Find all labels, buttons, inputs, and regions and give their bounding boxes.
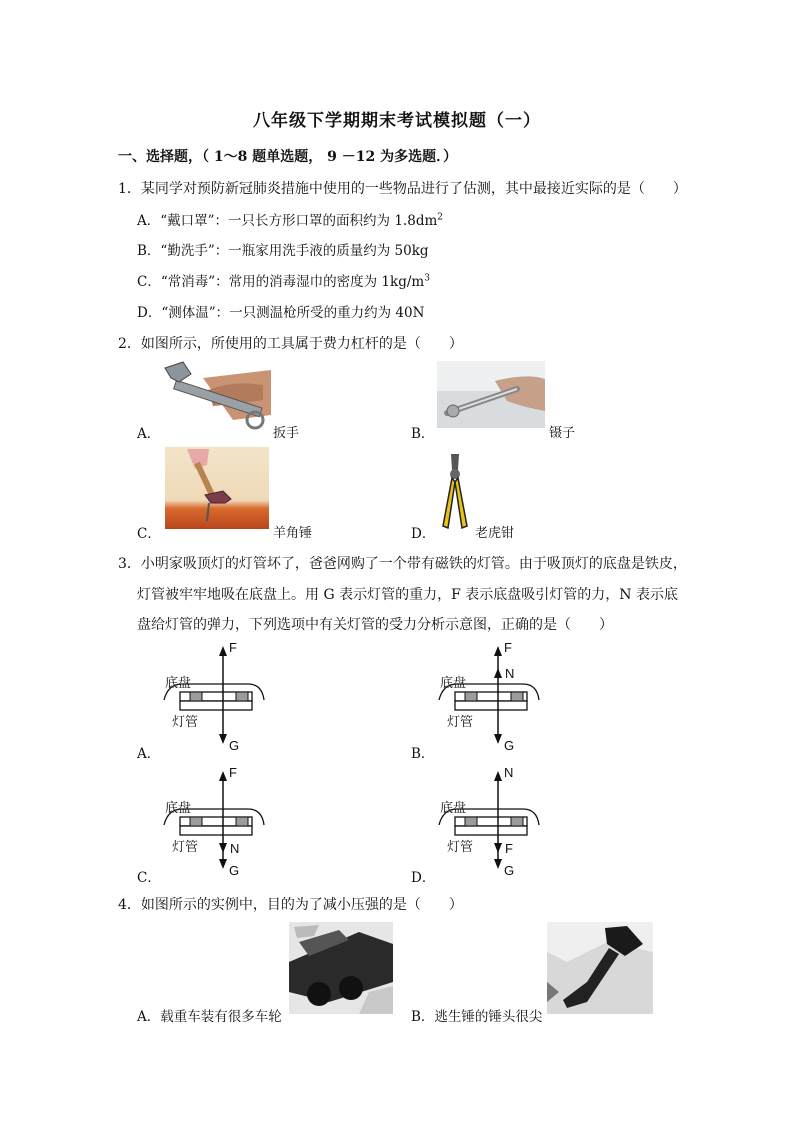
section-heading: 一、选择题，（ 1～8 题单选题， 9 －12 为多选题．）: [118, 149, 458, 165]
arrowhead-down-inner: [219, 843, 227, 853]
wrench-photo: [163, 360, 271, 435]
magnet-left: [190, 692, 202, 701]
base-label: 底盘: [165, 800, 192, 815]
tube-label: 灯管: [447, 839, 474, 854]
q3-line-1: 3．小明家吸顶灯的灯管坏了，爸爸网购了一个带有磁铁的灯管。由于吸顶灯的底盘是铁皮，: [118, 556, 687, 572]
base-label: 底盘: [440, 800, 467, 815]
escape-hammer-photo: [547, 922, 653, 1014]
arrowhead-down: [494, 859, 502, 869]
q2-option-a-name: 扳手: [273, 426, 300, 441]
tweezers-photo: [437, 361, 545, 428]
q3-option-d-letter: D．: [411, 870, 436, 886]
force-label-top: F: [504, 640, 512, 655]
q4-stem: 4．如图所示的实例中，目的为了减小压强的是（ ）: [118, 897, 463, 913]
arrowhead-up: [494, 646, 502, 656]
base-label: 底盘: [440, 675, 467, 690]
force-label-top: N: [504, 765, 514, 780]
q3-option-b-letter: B．: [411, 746, 435, 762]
arrowhead-up: [219, 646, 227, 656]
arrowhead-down: [219, 734, 227, 744]
lamp-tube-lower: [180, 701, 252, 710]
arrowhead-up-inner: [494, 668, 502, 678]
tube-label: 灯管: [447, 714, 474, 729]
arrowhead-up: [219, 771, 227, 781]
q2-option-a-letter: A．: [137, 426, 161, 442]
magnet-right: [236, 817, 248, 826]
lamp-tube-lower: [455, 826, 527, 835]
q1-option-c: [137, 270, 430, 290]
arrowhead-up: [494, 771, 502, 781]
force-diagram-d: [425, 765, 555, 882]
magnet-right: [511, 692, 523, 701]
q3-option-c-letter: C．: [137, 870, 161, 886]
force-label-bottom: G: [504, 738, 515, 752]
force-label-bottom: G: [229, 863, 240, 878]
tube-label: 灯管: [172, 714, 199, 729]
truck-wheels-photo: [289, 922, 393, 1014]
arrowhead-down-inner: [494, 843, 502, 853]
q3-option-a-letter: A．: [137, 746, 161, 762]
q1-option-a-sup: 2: [437, 212, 443, 223]
force-diagram-c: [150, 765, 280, 882]
q2-stem: 2．如图所示，所使用的工具属于费力杠杆的是（ ）: [118, 336, 463, 352]
force-label-bottom-inner: N: [230, 841, 240, 856]
arrowhead-down: [219, 859, 227, 869]
q1-option-c-text: C．“常消毒”：常用的消毒湿巾的密度为 1kg/m: [137, 274, 425, 290]
q2-option-d-name: 老虎钳: [475, 526, 515, 541]
q3-line-3: 盘给灯管的弹力，下列选项中有关灯管的受力分析示意图，正确的是（ ）: [137, 617, 613, 633]
q1-option-a: [137, 209, 443, 229]
q1-stem: 1．某同学对预防新冠肺炎措施中使用的一些物品进行了估测，其中最接近实际的是（ ）: [118, 181, 687, 197]
force-label-bottom: G: [504, 863, 515, 878]
force-label-top-inner: N: [505, 666, 515, 681]
lamp-tube-lower: [455, 701, 527, 710]
q1-option-d: D．“测体温”：一只测温枪所受的重力约为 40N: [137, 305, 425, 321]
pliers-photo: [437, 452, 473, 530]
magnet-right: [511, 817, 523, 826]
force-diagram-a: [150, 640, 280, 752]
force-label-bottom: G: [229, 738, 240, 752]
magnet-left: [465, 817, 477, 826]
q2-option-c-letter: C．: [137, 526, 161, 542]
force-label-bottom-inner: F: [505, 841, 513, 856]
force-label-top: F: [229, 765, 237, 780]
q1-option-c-sup: 3: [424, 273, 430, 284]
q1-option-a-text: A．“戴口罩”：一只长方形口罩的面积约为 1.8dm: [137, 213, 438, 229]
q4-option-b: B．逃生锤的锤头很尖: [411, 1009, 543, 1025]
force-diagram-b: [425, 640, 555, 752]
q2-option-c-name: 羊角锤: [273, 526, 313, 541]
q2-option-b-letter: B．: [411, 426, 435, 442]
q1-option-b: B．“勤洗手”：一瓶家用洗手液的质量约为 50kg: [137, 243, 429, 259]
q3-line-2: 灯管被牢牢地吸在底盘上。用 G 表示灯管的重力，F 表示底盘吸引灯管的力，N 表示底: [137, 587, 678, 603]
tube-label: 灯管: [172, 839, 199, 854]
q2-option-d-letter: D．: [411, 526, 436, 542]
q2-option-b-name: 镊子: [549, 426, 576, 441]
arrowhead-down: [494, 734, 502, 744]
lamp-tube-lower: [180, 826, 252, 835]
magnet-left: [465, 692, 477, 701]
magnet-left: [190, 817, 202, 826]
base-label: 底盘: [165, 675, 192, 690]
force-label-top: F: [229, 640, 237, 655]
magnet-right: [236, 692, 248, 701]
claw-hammer-photo: [165, 447, 269, 529]
q4-option-a: A．载重车装有很多车轮: [137, 1009, 282, 1025]
page-title: 八年级下学期期末考试模拟题（一）: [253, 111, 541, 131]
